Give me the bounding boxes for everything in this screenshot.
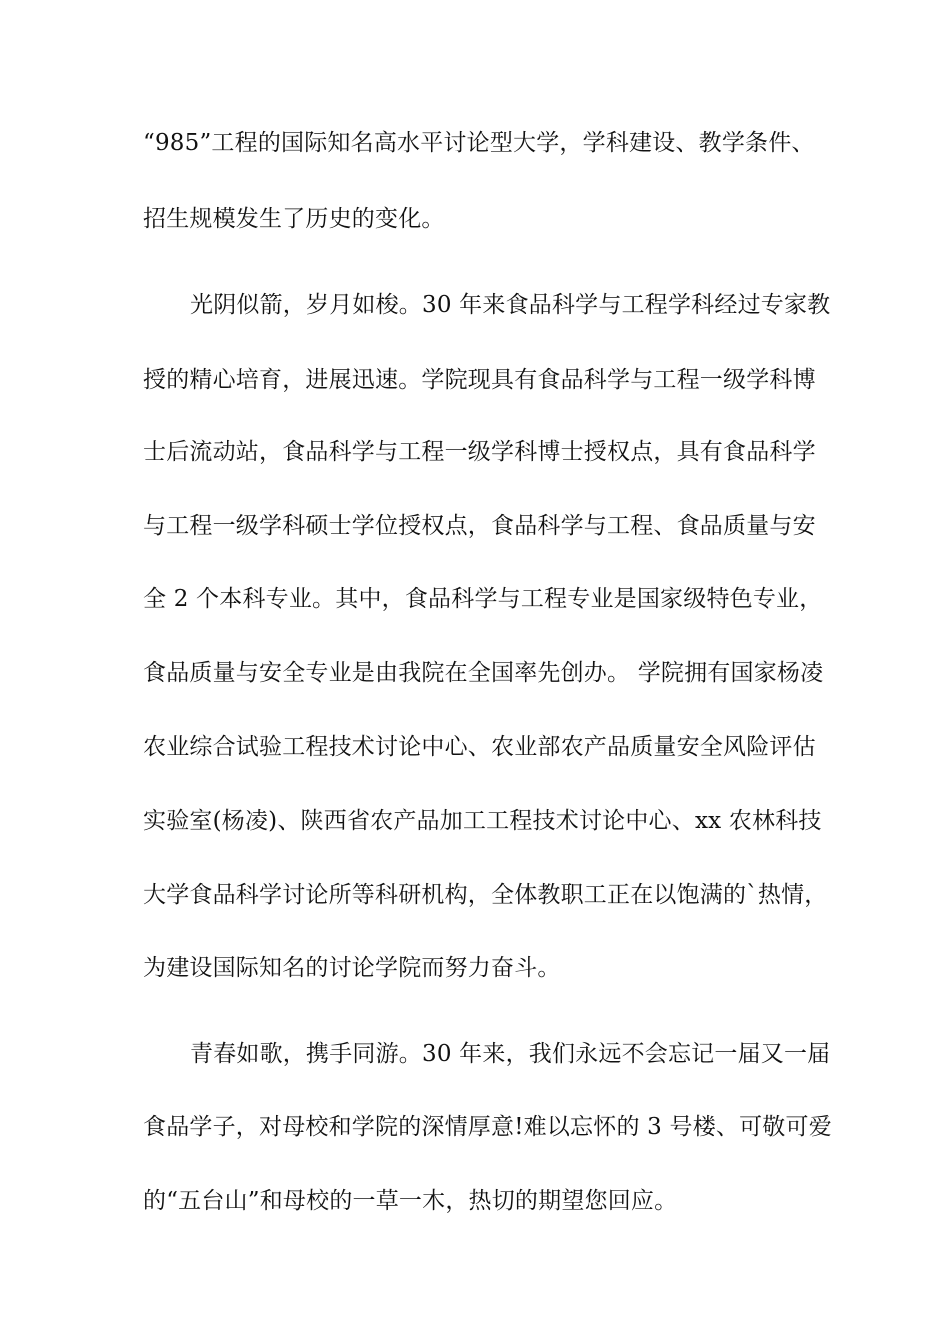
paragraph-line: 农业综合试验工程技术讨论中心、农业部农产品质量安全风险评估 [143, 734, 816, 760]
paragraph-line: 实验室(杨凌)、陕西省农产品加工工程技术讨论中心、xx 农林科技 [143, 808, 822, 834]
paragraph-line: 食品学子，对母校和学院的深情厚意!难以忘怀的 3 号楼、可敬可爱 [143, 1114, 832, 1140]
paragraph-line: 全 2 个本科专业。其中，食品科学与工程专业是国家级特色专业， [143, 586, 823, 612]
paragraph-line: 大学食品科学讨论所等科研机构，全体教职工正在以饱满的`热情， [143, 882, 828, 908]
paragraph-line: 士后流动站，食品科学与工程一级学科博士授权点，具有食品科学 [143, 439, 816, 465]
paragraph-line: 食品质量与安全专业是由我院在全国率先创办。 学院拥有国家杨凌 [143, 660, 824, 686]
paragraph-line: 的“五台山”和母校的一草一木，热切的期望您回应。 [143, 1188, 678, 1214]
paragraph-line: 光阴似箭，岁月如梭。30 年来食品科学与工程学科经过专家教 [190, 292, 831, 318]
paragraph-line: 青春如歌，携手同游。30 年来，我们永远不会忘记一届又一届 [190, 1041, 831, 1067]
paragraph-line: 与工程一级学科硕士学位授权点，食品科学与工程、食品质量与安 [143, 513, 816, 539]
paragraph-line: 招生规模发生了历史的变化。 [143, 206, 445, 232]
paragraph-line: 为建设国际知名的讨论学院而努力奋斗。 [143, 955, 561, 981]
paragraph-line: “985”工程的国际知名高水平讨论型大学，学科建设、教学条件、 [143, 130, 815, 156]
paragraph-line: 授的精心培育，进展迅速。学院现具有食品科学与工程一级学科博 [143, 367, 816, 393]
